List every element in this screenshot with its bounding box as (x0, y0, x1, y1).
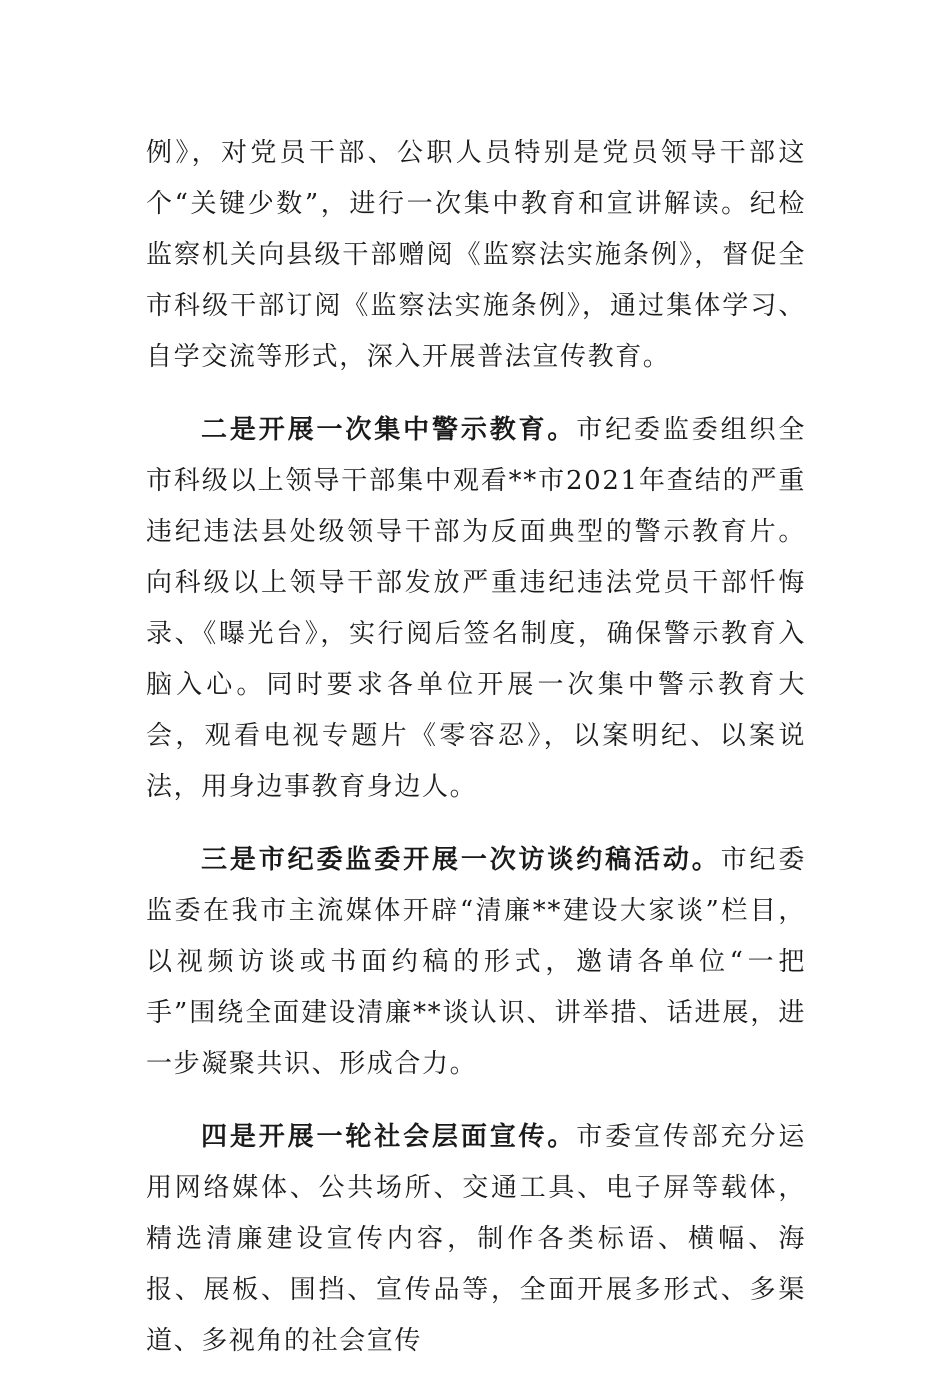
paragraph-heading: 二是开展一次集中警示教育。 (201, 415, 577, 445)
paragraph-body: 市纪委监委在我市主流媒体开辟“清廉**建设大家谈”栏目，以视频访谈或书面约稿的形式，邀请各单位“一把手”围绕全面建设清廉**谈认识、讲举措、话进展，进一步凝聚共识、形成合力。 (146, 845, 806, 1079)
document-page (146, 128, 806, 1389)
paragraph-body: 市委宣传部充分运用网络媒体、公共场所、交通工具、电子屏等载体，精选清廉建设宣传内容，制作各类标语、横幅、海报、展板、围挡、宣传品等，全面开展多形式、多渠道、多视角的社会宣传 (146, 1122, 806, 1356)
paragraph-warning-education (146, 405, 806, 813)
paragraph-social-publicity (146, 1112, 806, 1367)
paragraph-body: 市纪委监委组织全市科级以上领导干部集中观看**市2021年查结的严重违纪违法县处级领导干部为反面典型的警示教育片。向科级以上领导干部发放严重违纪违法党员干部忏悔录、《曝光台》，实行阅后签名制度，确保警示教育入脑入心。同时要求各单位开展一次集中警示教育大会，观看电视专题片《零容忍》，以案明纪、以案说法，用身边事教育身边人。 (146, 415, 806, 802)
paragraph-body: 例》，对党员干部、公职人员特别是党员领导干部这个“关键少数”，进行一次集中教育和宣讲解读。纪检监察机关向县级干部赠阅《监察法实施条例》，督促全市科级干部订阅《监察法实施条例》，通过集体学习、自学交流等形式，深入开展普法宣传教育。 (146, 138, 806, 372)
paragraph-heading: 四是开展一轮社会层面宣传。 (201, 1122, 577, 1152)
paragraph-continuation (146, 128, 806, 383)
paragraph-heading: 三是市纪委监委开展一次访谈约稿活动。 (201, 845, 721, 875)
paragraph-interview-activity (146, 835, 806, 1090)
